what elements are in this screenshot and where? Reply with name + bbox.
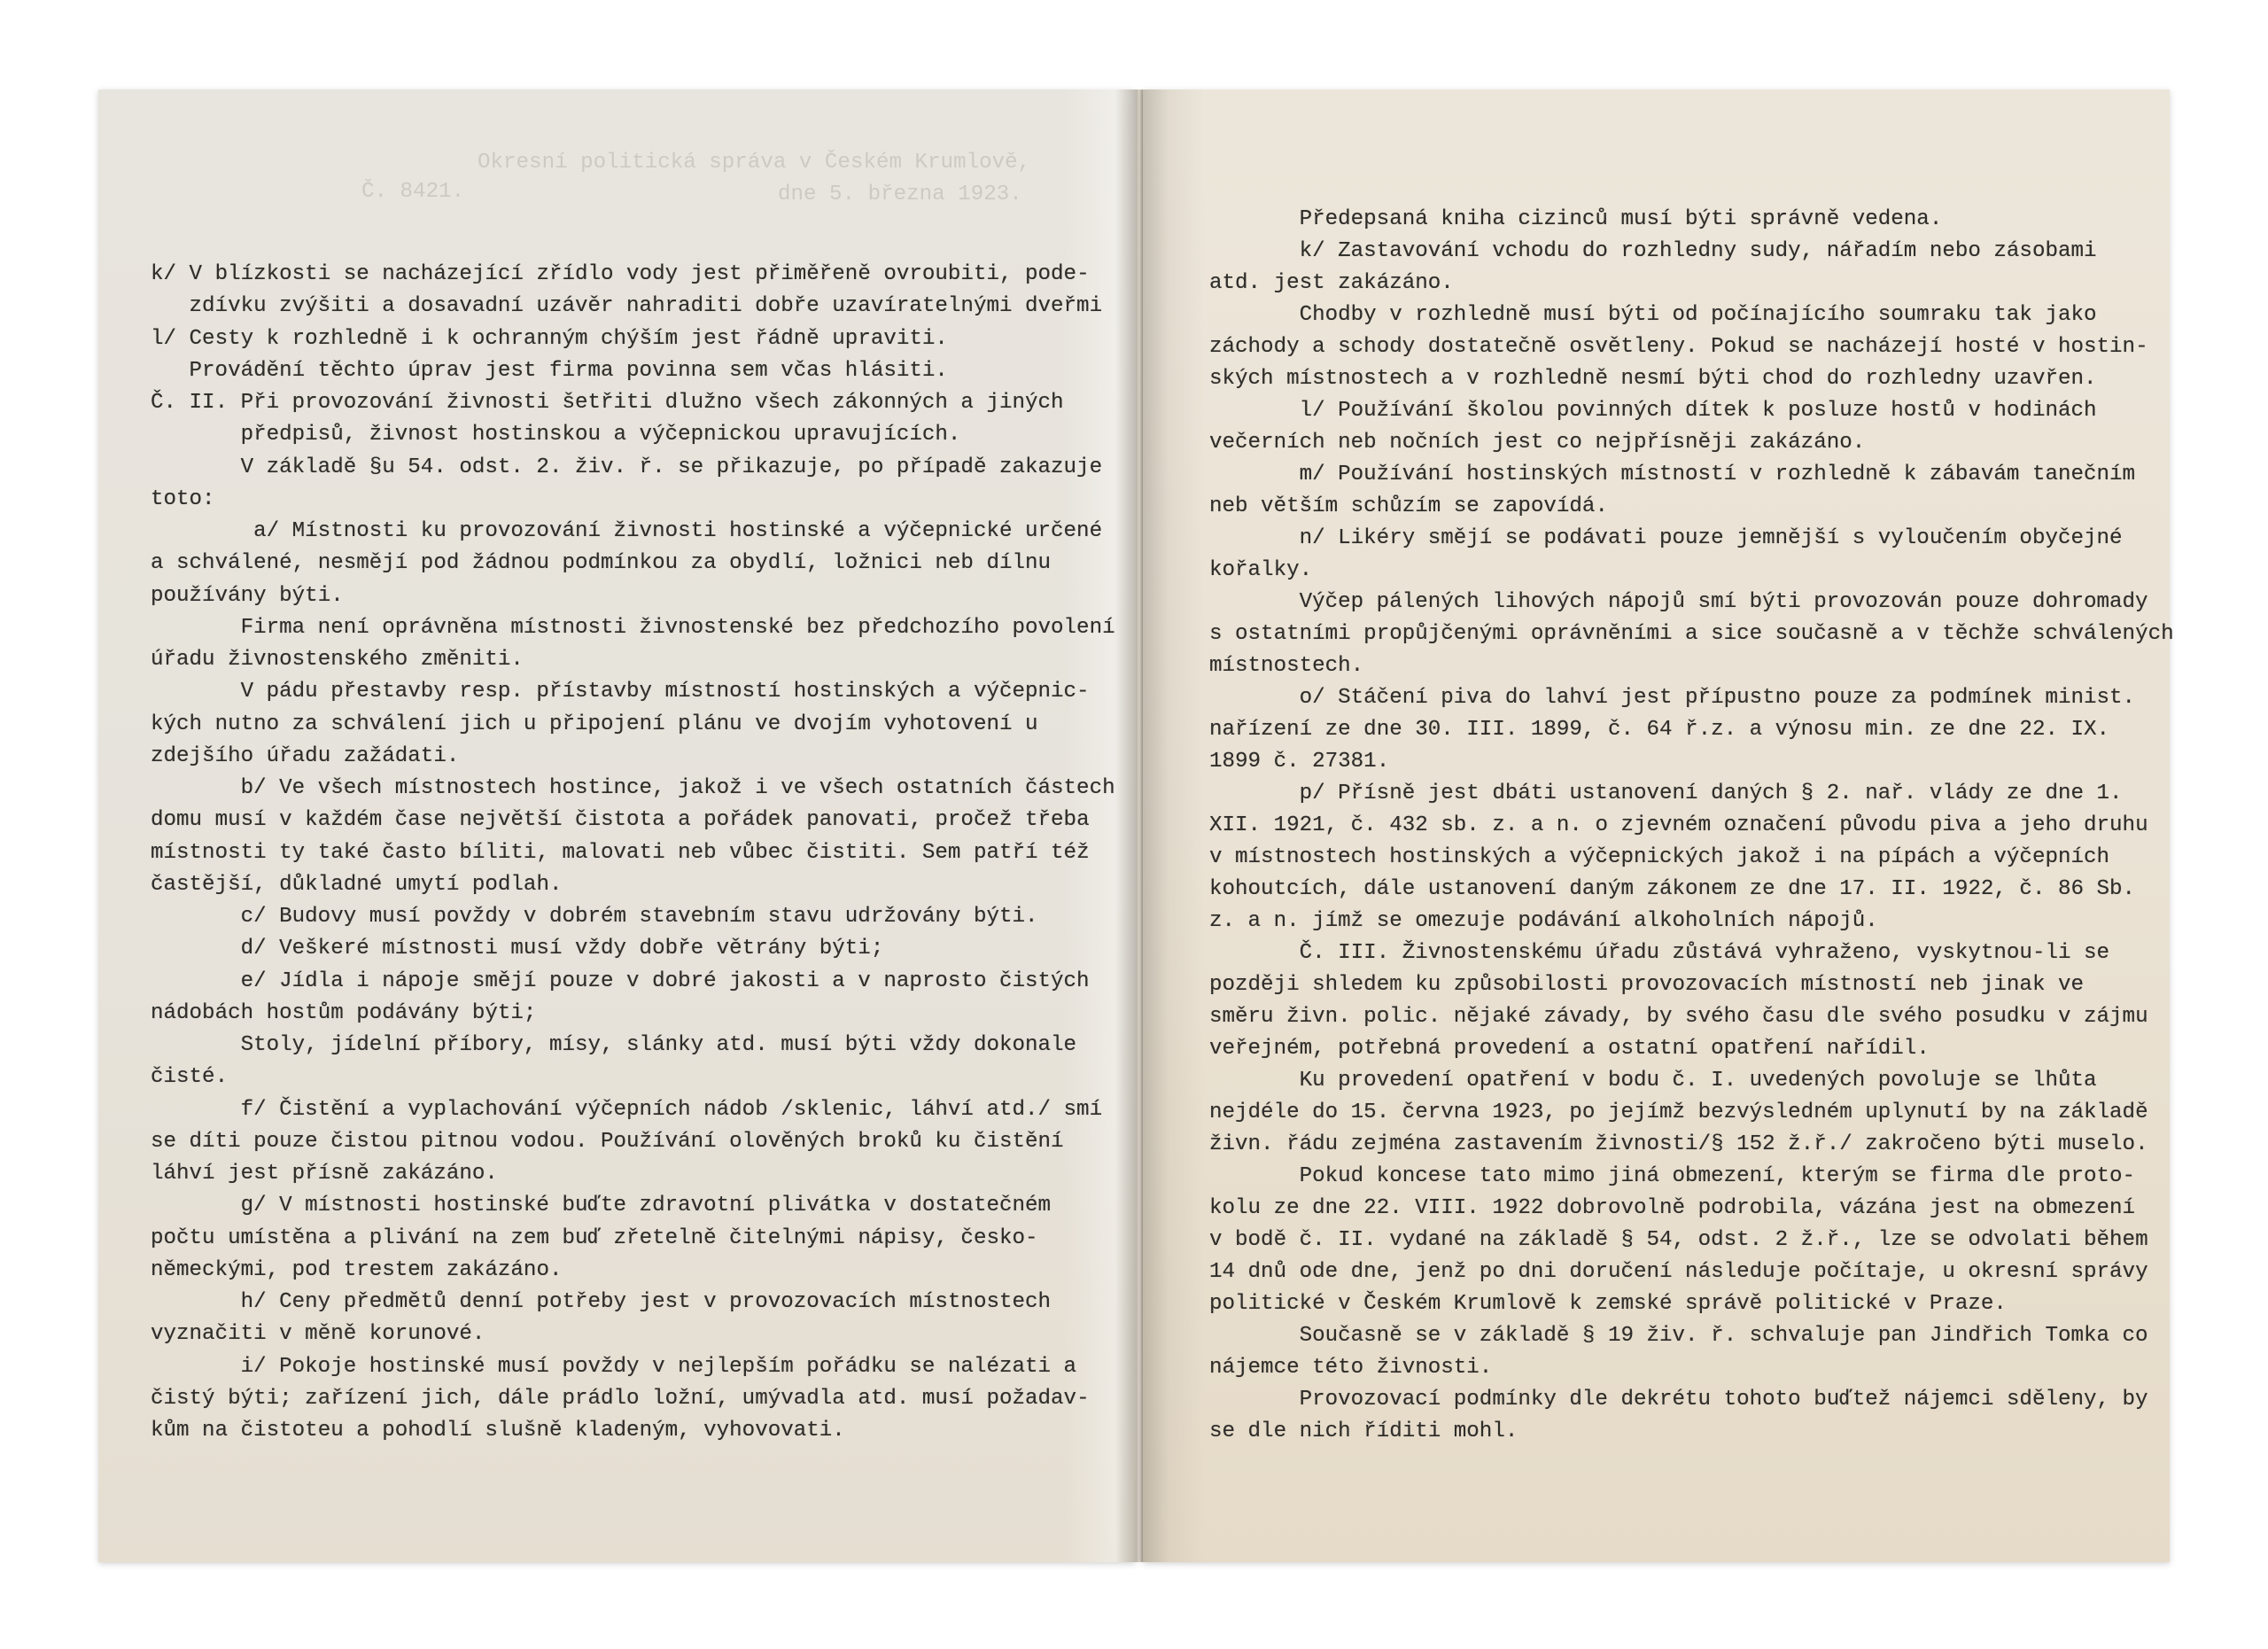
right-page-line: Výčep pálených lihových nápojů smí býti provozován pouze dohromady: [1299, 590, 2148, 614]
right-page-line: později shledem ku způsobilosti provozovacích místností neb jinak ve: [1209, 973, 2085, 997]
bleed-through-date: dne 5. března 1923.: [778, 183, 1022, 206]
right-page-line: p/ Přísně jest dbáti ustanovení daných § 2. nař. vlády ze dne 1.: [1299, 782, 2123, 805]
left-page-line: b/ Ve všech místnostech hostince, jakož i ve všech ostatních částech: [240, 776, 1115, 800]
left-page-line: i/ Pokoje hostinské musí povždy v nejlepším pořádku se nalézati a: [240, 1354, 1077, 1379]
left-page-line: h/ Ceny předmětů denní potřeby jest v provozovacích místnostech: [240, 1290, 1052, 1314]
right-page-line: n/ Likéry smějí se podávati pouze jemnější s vyloučením obyčejné: [1299, 526, 2123, 550]
left-page-line: německými, pod trestem zakázáno.: [151, 1257, 563, 1282]
right-page: [1143, 89, 2174, 1562]
left-page-line: Firma není oprávněna místnosti živnostenské bez předchozího povolení: [240, 615, 1115, 640]
right-page-line: atd. jest zakázáno.: [1209, 271, 1454, 295]
left-page-line: V pádu přestavby resp. přístavby místností hostinských a výčepnic-: [240, 680, 1090, 704]
left-page-line: zdejšího úřadu zažádati.: [151, 743, 460, 768]
right-page-line: Pokud koncese tato mimo jiná obmezení, kterým se firma dle proto-: [1299, 1164, 2136, 1188]
left-page-line: používány býti.: [151, 583, 344, 608]
right-page-line: Chodby v rozhledně musí býti od počínajícího soumraku tak jako: [1299, 303, 2097, 327]
left-page-line: e/ Jídla i nápoje smějí pouze v dobré jakosti a v naprosto čistých: [240, 968, 1090, 993]
left-page-line: čistý býti; zařízení jich, dále prádlo ložní, umývadla atd. musí požadav-: [151, 1386, 1090, 1411]
left-page-line: a schválené, nesmějí pod žádnou podmínkou za obydlí, ložnici neb dílnu: [151, 551, 1052, 576]
left-page-line: Provádění těchto úprav jest firma povinna sem včas hlásiti.: [189, 358, 948, 383]
right-page-text: [1209, 204, 2174, 1448]
right-page-line: Provozovací podmínky dle dekrétu tohoto buďtež nájemci sděleny, by: [1299, 1388, 2148, 1412]
right-page-line: 1899 č. 27381.: [1209, 750, 1390, 774]
right-page-line: l/ Používání školou povinných dítek k posluze hostů v hodinách: [1299, 399, 2097, 423]
left-page-line: čisté.: [151, 1065, 229, 1090]
left-page-line: úřadu živnostenského změniti.: [151, 648, 524, 672]
left-page-line: f/ Čistění a vyplachování výčepních nádob /sklenic, láhví atd./ smí: [240, 1097, 1103, 1122]
right-page-line: ských místnostech a v rozhledně nesmí býti chod do rozhledny uzavřen.: [1209, 367, 2097, 391]
right-page-line: s ostatními propůjčenými oprávněními a sice současně a v těchže schválených: [1209, 622, 2174, 646]
right-page-line: veřejném, potřebná provedení a ostatní opatření nařídil.: [1209, 1037, 1930, 1061]
right-page-line: o/ Stáčení piva do lahví jest přípustno pouze za podmínek minist.: [1299, 686, 2136, 710]
right-page-line: k/ Zastavování vchodu do rozhledny sudy, nářadím nebo zásobami: [1299, 239, 2097, 263]
right-page-line: kořalky.: [1209, 558, 1313, 582]
left-page-line: V základě §u 54. odst. 2. živ. ř. se přikazuje, po případě zakazuje: [240, 455, 1103, 479]
right-page-line: Předepsaná kniha cizinců musí býti správně vedena.: [1299, 207, 1943, 231]
left-page-line: l/ Cesty k rozhledně i k ochranným chýším jest řádně upraviti.: [151, 326, 948, 351]
left-page-line: zdívku zvýšiti a dosavadní uzávěr nahraditi dobře uzavíratelnými dveřmi: [189, 294, 1103, 319]
right-page-line: živn. řádu zejména zastavením živnosti/§ 152 ž.ř./ zakročeno býti muselo.: [1209, 1132, 2148, 1156]
left-page-line: nádobách hostům podávány býti;: [151, 1000, 537, 1025]
right-page-line: kolu ze dne 22. VIII. 1922 dobrovolně podrobila, vázána jest na obmezení: [1209, 1196, 2136, 1220]
right-page-line: večerních neb nočních jest co nejpřísněji zakázáno.: [1209, 431, 1866, 455]
right-page-line: nařízení ze dne 30. III. 1899, č. 64 ř.z. a výnosu min. ze dne 22. IX.: [1209, 718, 2110, 742]
right-page-line: v místnostech hostinských a výčepnických jakož i na pípách a výčepních: [1209, 845, 2110, 869]
left-page-line: d/ Veškeré místnosti musí vždy dobře větrány býti;: [240, 937, 884, 961]
right-page-line: nájemce této živnosti.: [1209, 1356, 1493, 1380]
bleed-through-number: Č. 8421.: [361, 180, 465, 204]
right-page-line: m/ Používání hostinských místností v rozhledně k zábavám tanečním: [1299, 463, 2136, 486]
left-page-line: se díti pouze čistou pitnou vodou. Používání olověných broků ku čistění: [151, 1129, 1064, 1154]
left-page-line: toto:: [151, 486, 215, 511]
left-page-line: domu musí v každém čase největší čistota a pořádek panovati, pročež třeba: [151, 808, 1090, 833]
left-page-line: kých nutno za schválení jich u připojení plánu ve dvojím vyhotovení u: [151, 712, 1038, 736]
left-page-line: g/ V místnosti hostinské buďte zdravotní plivátka v dostatečném: [240, 1194, 1052, 1218]
right-page-line: nejdéle do 15. června 1923, po jejímž bezvýsledném uplynutí by na základě: [1209, 1101, 2148, 1124]
right-page-line: 14 dnů ode dne, jenž po dni doručení následuje počítaje, u okresní správy: [1209, 1260, 2148, 1284]
left-page-line: místnosti ty také často bíliti, malovati neb vůbec čistiti. Sem patří též: [151, 840, 1090, 865]
right-page-line: Ku provedení opatření v bodu č. I. uvedených povoluje se lhůta: [1299, 1069, 2097, 1093]
left-page-line: Č. II. Při provozování živnosti šetřiti dlužno všech zákonných a jiných: [151, 391, 1064, 415]
left-page-line: Stoly, jídelní příbory, mísy, slánky atd. musí býti vždy dokonale: [240, 1033, 1077, 1057]
right-page-line: politické v Českém Krumlově k zemské správě politické v Praze.: [1209, 1292, 2007, 1316]
page-fold: [1136, 89, 1143, 1562]
right-page-line: kohoutcích, dále ustanovení daným zákonem ze dne 17. II. 1922, č. 86 Sb.: [1209, 877, 2136, 901]
right-page-line: Současně se v základě § 19 živ. ř. schvaluje pan Jindřich Tomka co: [1299, 1324, 2148, 1348]
left-page-line: k/ V blízkosti se nacházející zřídlo vody jest přiměřeně ovroubiti, pode-: [151, 262, 1090, 286]
right-page-line: místnostech.: [1209, 654, 1364, 678]
right-page-line: záchody a schody dostatečně osvětleny. Pokud se nacházejí hosté v hostin-: [1209, 335, 2148, 359]
left-page-line: počtu umístěna a plivání na zem buď zřetelně čitelnými nápisy, česko-: [151, 1225, 1038, 1250]
left-page: [98, 89, 1136, 1562]
right-page-line: XII. 1921, č. 432 sb. z. a n. o zjevném označení původu piva a jeho druhu: [1209, 813, 2148, 837]
left-page-line: vyznačiti v měně korunové.: [151, 1322, 485, 1347]
left-page-text: [151, 259, 1115, 1447]
right-page-line: se dle nich říditi mohl.: [1209, 1420, 1518, 1443]
right-page-line: v bodě č. II. vydané na základě § 54, odst. 2 ž.ř., lze se odvolati během: [1209, 1228, 2148, 1252]
right-page-line: směru živn. polic. nějaké závady, by svého času dle svého posudku v zájmu: [1209, 1005, 2148, 1029]
left-page-line: c/ Budovy musí povždy v dobrém stavebním stavu udržovány býti.: [240, 905, 1038, 929]
left-page-line: častější, důkladné umytí podlah.: [151, 872, 563, 897]
left-page-line: předpisů, živnost hostinskou a výčepnickou upravujících.: [240, 423, 961, 447]
left-page-line: a/ Místnosti ku provozování živnosti hostinské a výčepnické určené: [253, 519, 1103, 543]
left-page-line: kům na čistoteu a pohodlí slušně kladeným, vyhovovati.: [151, 1419, 845, 1443]
left-page-line: láhví jest přísně zakázáno.: [151, 1162, 498, 1186]
right-page-line: Č. III. Živnostenskému úřadu zůstává vyhraženo, vyskytnou-li se: [1299, 941, 2110, 965]
bleed-through-office: Okresní politická správa v Českém Krumlově,: [478, 151, 1031, 175]
right-page-line: neb větším schůzím se zapovídá.: [1209, 494, 1608, 518]
right-page-line: z. a n. jímž se omezuje podávání alkoholních nápojů.: [1209, 909, 1878, 933]
